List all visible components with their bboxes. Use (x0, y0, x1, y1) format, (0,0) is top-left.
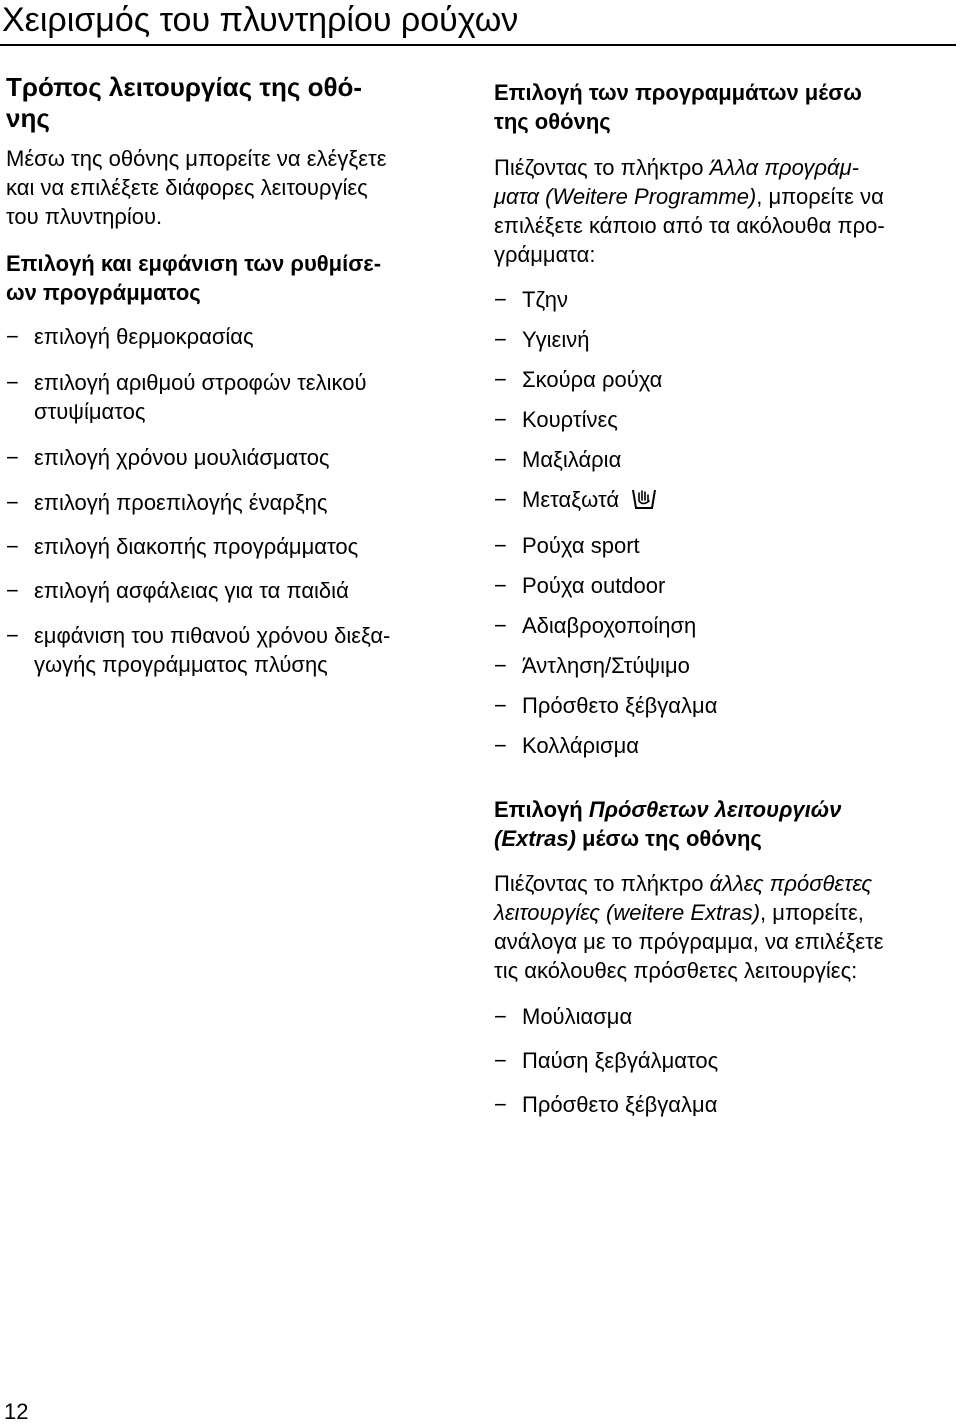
page-number: 12 (4, 1399, 29, 1424)
hand-wash-icon (631, 487, 657, 518)
page-title: Χειρισμός του πλυντηρίου ρούχων (2, 1, 519, 39)
list-item: − επιλογή αριθμού στροφών τελικού στυψίματος (6, 368, 466, 426)
list-item: − Μεταξωτά (494, 485, 956, 518)
list-item: − Υγιεινή (494, 325, 956, 354)
list-item: − επιλογή θερμοκρασίας (6, 322, 466, 351)
list-item: − Κολλάρισμα (494, 731, 956, 760)
intro-paragraph: Μέσω της οθόνης μπορείτε να ελέγξετε και να επιλέξετε διάφορες λειτουργίες του πλυντηρίου. (6, 146, 387, 229)
list-item: − επιλογή προεπιλογής έναρξης (6, 488, 466, 517)
programs-intro: Πιέζοντας το πλήκτρο Άλλα προγράμ- ματα (Weitere Programme), μπορείτε να επιλέξετε κάποιο από τα ακόλουθα προ- γράμματα: (494, 155, 885, 267)
programs-list (494, 285, 956, 760)
extras-heading: Επιλογή Πρόσθετων λειτουργιών (Extras) μέσω της οθόνης (494, 797, 842, 851)
list-item: − Κουρτίνες (494, 405, 956, 434)
list-item: − επιλογή χρόνου μουλιάσματος (6, 443, 466, 472)
programs-heading: Επιλογή των προγραμμάτων μέσω της οθόνης (494, 80, 862, 134)
list-item: − Παύση ξεβγάλματος (494, 1046, 956, 1075)
extras-intro: Πιέζοντας το πλήκτρο άλλες πρόσθετες λειτουργίες (weitere Extras), μπορείτε, ανάλογα με το πρόγραμμα, να επιλέξετε τις ακόλουθες πρόσθετες λειτουργίες: (494, 871, 884, 983)
list-item: − επιλογή διακοπής προγράμματος (6, 532, 466, 561)
settings-subheading: Επιλογή και εμφάνιση των ρυθμίσε- ων προγράμματος (6, 251, 382, 305)
list-item: − Μαξιλάρια (494, 445, 956, 474)
section-title: Τρόπος λειτουργίας της οθό- νης (6, 72, 363, 133)
list-item: − Ρούχα sport (494, 531, 956, 560)
extra-functions-key: άλλες πρόσθετες (709, 871, 873, 896)
list-item: − εμφάνιση του πιθανού χρόνου διεξα- γωγής προγράμματος πλύσης (6, 621, 466, 679)
list-item: − Αδιαβροχοποίηση (494, 611, 956, 640)
other-programs-key: Άλλα προγράμ- (709, 155, 859, 180)
extras-list (494, 1002, 956, 1119)
list-item: − επιλογή ασφάλειας για τα παιδιά (6, 576, 466, 605)
list-item: − Άντληση/Στύψιμο (494, 651, 956, 680)
list-item: − Ρούχα outdoor (494, 571, 956, 600)
list-item: − Πρόσθετο ξέβγαλμα (494, 1090, 956, 1119)
page-header (0, 0, 956, 46)
list-item: − Σκούρα ρούχα (494, 365, 956, 394)
list-item: − Πρόσθετο ξέβγαλμα (494, 691, 956, 720)
list-item: − Τζην (494, 285, 956, 314)
list-item: − Μούλιασμα (494, 1002, 956, 1031)
